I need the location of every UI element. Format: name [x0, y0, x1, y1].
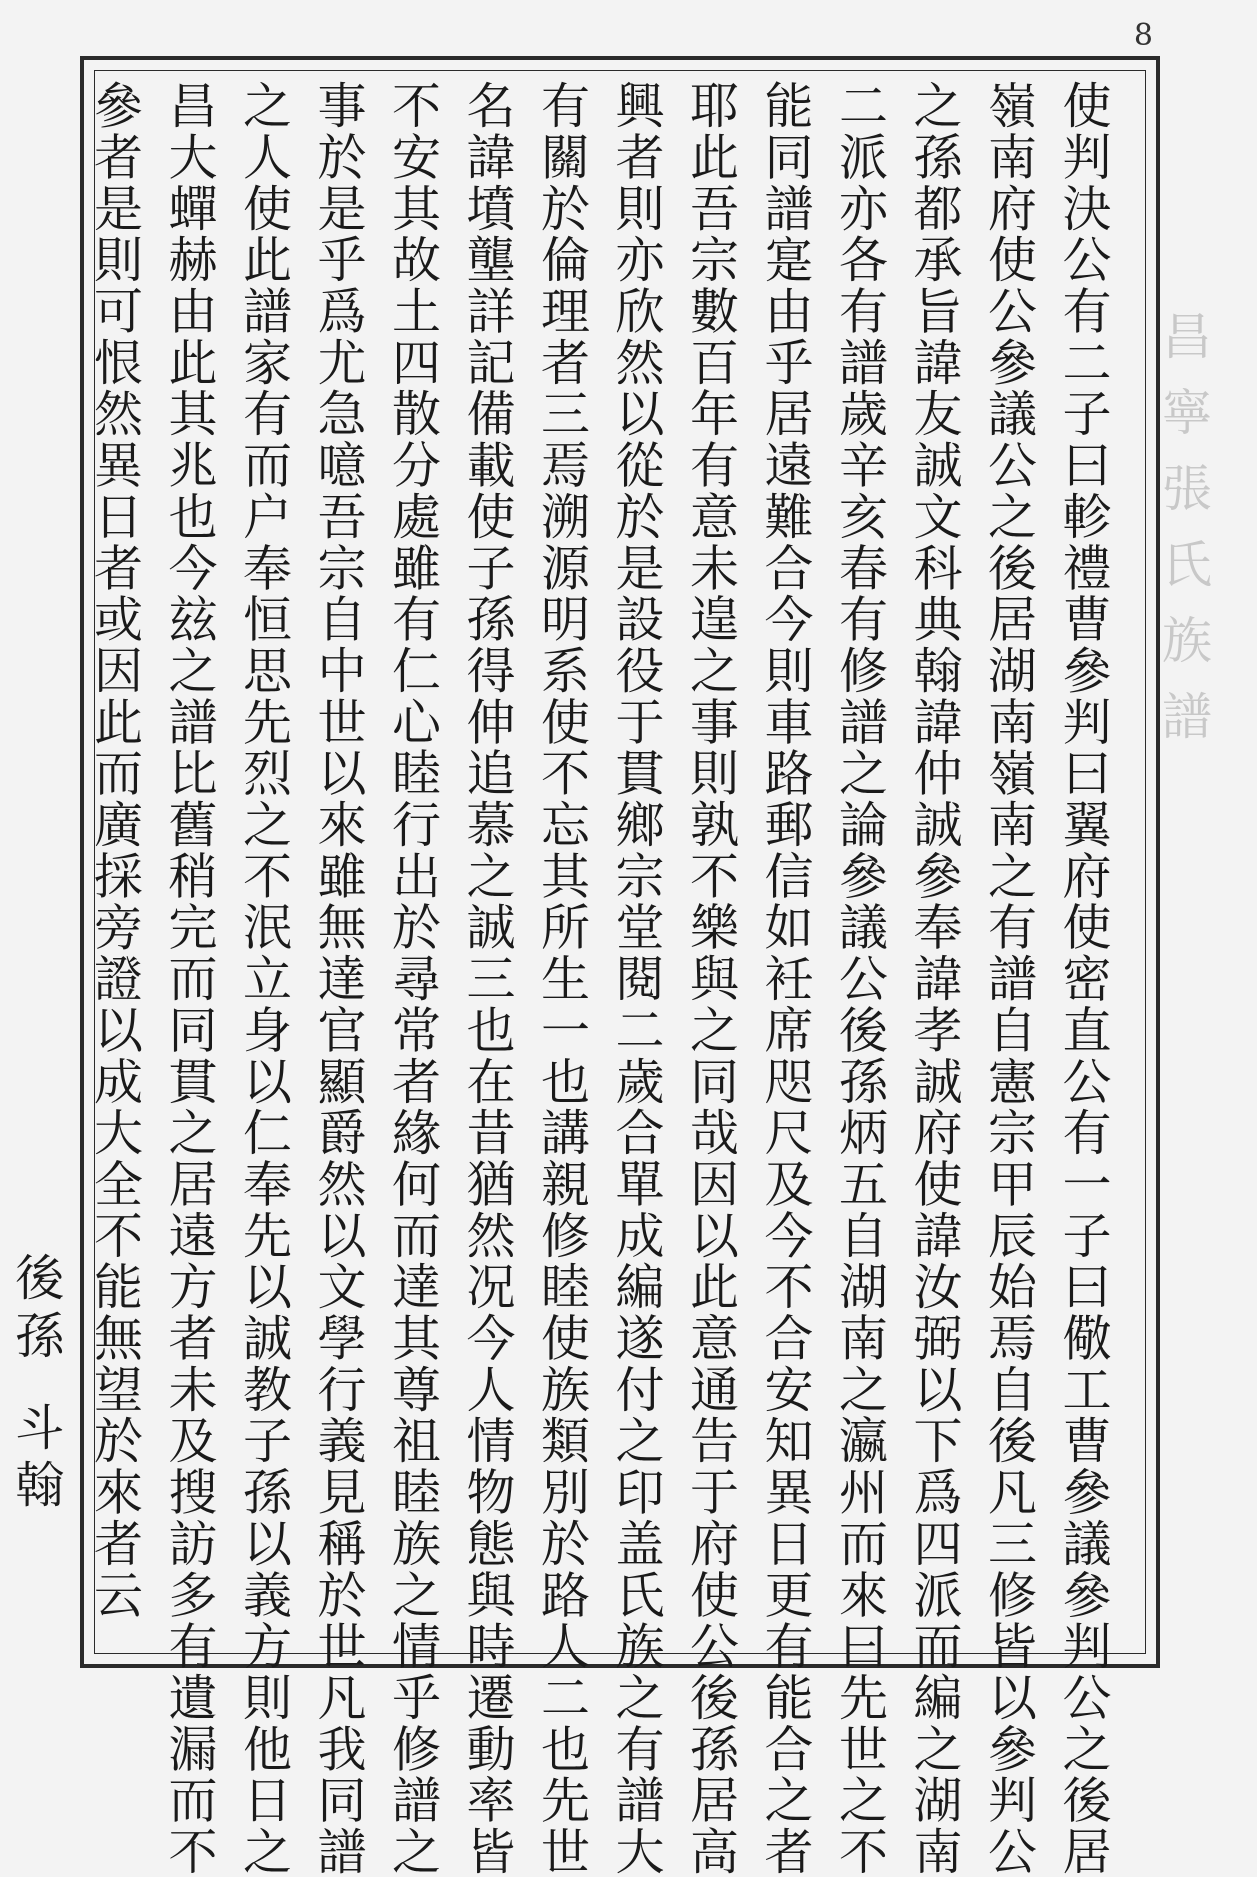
signature-char: 後	[15, 1250, 65, 1307]
text-column: 不安其故土四散分處雖有仁心睦行出於尋常者緣何而達其尊祖睦族之情乎修譜之	[384, 80, 442, 1877]
text-column: 能同譜寔由乎居遠難合今則車路郵信如衽席咫尺及今不合安知異日更有能合之者	[757, 80, 814, 1877]
text-column: 使判決公有二子曰軫禮曹參判曰翼府使密直公有一子曰儆工曹參議參判公之後居	[1055, 80, 1112, 1877]
text-column: 之孫都承旨諱友誠文科典翰諱仲誠參奉諱孝誠府使諱汝弼以下爲四派而編之湖南	[906, 80, 963, 1877]
running-title-bleedthrough: 昌寧張氏族譜	[1154, 310, 1212, 766]
page-number: 8	[1133, 18, 1153, 53]
text-column: 昌大蟬赫由此其兆也今玆之譜比舊稍完而同貫之居遠方者未及搜訪多有遺漏而不	[161, 80, 218, 1877]
signature-char: 孫	[15, 1307, 65, 1365]
text-column: 名諱墳壟詳記備載使子孫得伸追慕之誠三也在昔猶然况今人情物態與時遷動率皆	[459, 80, 516, 1877]
signature-title	[15, 1250, 64, 1366]
text-column: 事於是乎爲尤急噫吾宗自中世以來雖無達官顯爵然以文學行義見稱於世凡我同譜	[310, 80, 367, 1877]
text-column: 二派亦各有譜歲辛亥春有修譜之論參議公後孫炳五自湖南之瀛州而來曰先世之不	[831, 80, 889, 1877]
signature-char: 斗	[15, 1399, 65, 1457]
text-column: 嶺南府使公參議公之後居湖南嶺南之有譜自憲宗甲辰始焉自後凡三修皆以參判公	[980, 80, 1038, 1877]
text-column: 有關於倫理者三焉溯源明系使不忘其所生一也講親修睦使族類別於路人二也先世	[533, 80, 591, 1877]
text-body	[15, 70, 1146, 1877]
text-column: 參者是則可恨然異日者或因此而廣採旁證以成大全不能無望於來者云	[86, 80, 144, 1621]
text-column: 興者則亦欣然以從於是設役于貫鄉宗堂閱二歲合單成編遂付之印盖氏族之有譜大	[608, 80, 665, 1877]
signature	[3, 80, 78, 1654]
text-column: 耶此吾宗數百年有意未遑之事則孰不樂與之同哉因以此意通告于府使公後孫居高	[682, 80, 740, 1877]
text-column: 之人使此譜家有而户奉恒思先烈之不泯立身以仁奉先以誠教子孫以義方則他日之	[235, 80, 293, 1877]
signature-char: 翰	[15, 1457, 65, 1515]
signature-name	[15, 1400, 64, 1516]
